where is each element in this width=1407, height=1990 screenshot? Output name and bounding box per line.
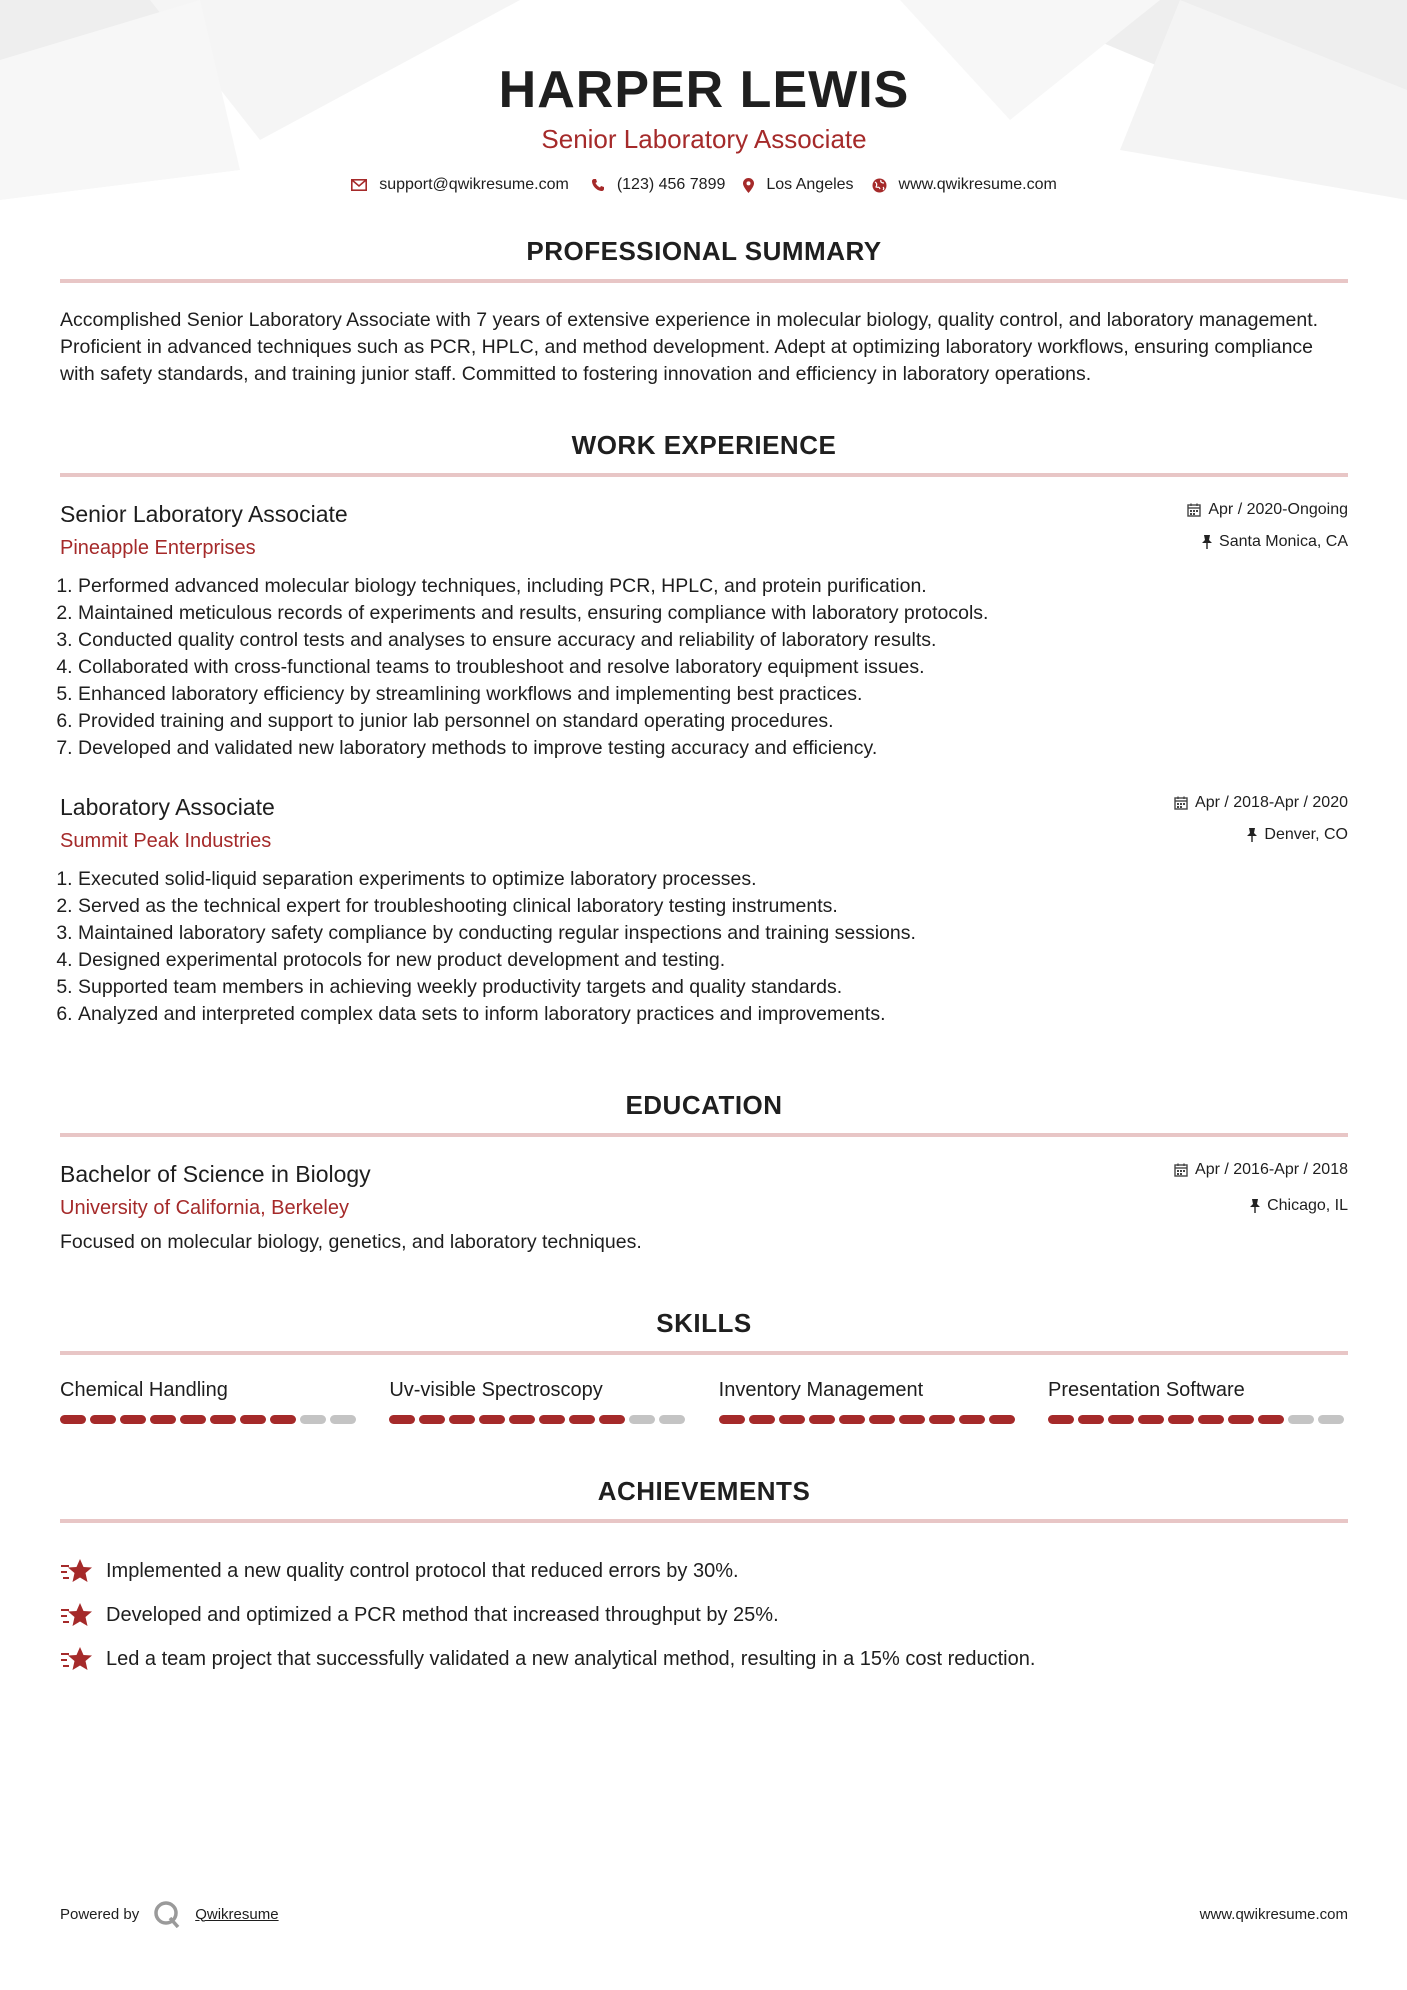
skill-item bbox=[60, 1377, 360, 1424]
job-dates: Apr / 2020-Ongoing bbox=[1208, 501, 1348, 518]
achievements-section bbox=[60, 1476, 1348, 1681]
candidate-name: HARPER LEWIS bbox=[498, 61, 910, 119]
job-duties bbox=[60, 573, 1348, 762]
skill-segment-filled bbox=[1138, 1415, 1164, 1424]
powered-by-label: Powered by bbox=[60, 1905, 140, 1923]
degree: Bachelor of Science in Biology bbox=[60, 1161, 371, 1187]
skill-segment-filled bbox=[1048, 1415, 1074, 1424]
skill-segment-filled bbox=[779, 1415, 805, 1424]
pushpin-icon bbox=[1250, 1199, 1260, 1213]
duty-item: 5. Supported team members in achieving weekly productivity targets and quality standards. bbox=[78, 974, 1348, 1001]
skill-name: Chemical Handling bbox=[60, 1379, 228, 1401]
education-entry bbox=[60, 1159, 1348, 1256]
skill-segment-empty bbox=[300, 1415, 326, 1424]
skill-segment-filled bbox=[959, 1415, 985, 1424]
skill-segment-filled bbox=[839, 1415, 865, 1424]
star-icon bbox=[60, 1645, 94, 1673]
skill-segment-filled bbox=[1258, 1415, 1284, 1424]
contact-location bbox=[743, 176, 853, 194]
skill-segment-filled bbox=[90, 1415, 116, 1424]
skill-segment-empty bbox=[1318, 1415, 1344, 1424]
skill-segment-filled bbox=[419, 1415, 445, 1424]
achievements-heading: ACHIEVEMENTS bbox=[60, 1476, 1348, 1523]
duty-item: 6. Analyzed and interpreted complex data sets to inform laboratory practices and improvements. bbox=[78, 1001, 1348, 1028]
skill-level-bar bbox=[389, 1415, 689, 1424]
summary-heading: PROFESSIONAL SUMMARY bbox=[60, 236, 1348, 283]
phone-text: (123) 456 7899 bbox=[616, 176, 726, 193]
achievement-item bbox=[60, 1637, 1348, 1681]
job-role: Senior Laboratory Associate bbox=[60, 501, 348, 527]
website-text: www.qwikresume.com bbox=[898, 176, 1057, 193]
skill-segment-filled bbox=[449, 1415, 475, 1424]
contact-bar bbox=[60, 176, 1348, 194]
skill-segment-filled bbox=[180, 1415, 206, 1424]
duty-item: 1. Executed solid-liquid separation experiments to optimize laboratory processes. bbox=[78, 866, 1348, 893]
skill-segment-filled bbox=[60, 1415, 86, 1424]
pushpin-icon bbox=[1247, 828, 1257, 842]
job-location: Denver, CO bbox=[1264, 826, 1348, 843]
contact-email[interactable] bbox=[351, 176, 569, 194]
skill-segment-filled bbox=[270, 1415, 296, 1424]
education-section bbox=[60, 1090, 1348, 1256]
contact-website[interactable] bbox=[872, 176, 1057, 194]
skill-segment-filled bbox=[1198, 1415, 1224, 1424]
skill-segment-empty bbox=[1288, 1415, 1314, 1424]
school: University of California, Berkeley bbox=[60, 1197, 349, 1219]
duty-item: 2. Maintained meticulous records of experiments and results, ensuring compliance with laboratory protocols. bbox=[78, 600, 1348, 627]
skill-segment-filled bbox=[989, 1415, 1015, 1424]
duty-item: 6. Provided training and support to junior lab personnel on standard operating procedures. bbox=[78, 708, 1348, 735]
globe-icon bbox=[872, 178, 887, 193]
skills-heading: SKILLS bbox=[60, 1308, 1348, 1355]
job-company: Summit Peak Industries bbox=[60, 830, 272, 852]
email-text: support@qwikresume.com bbox=[379, 176, 569, 193]
phone-icon bbox=[591, 178, 605, 192]
skill-segment-empty bbox=[330, 1415, 356, 1424]
achievement-text: Implemented a new quality control protocol that reduced errors by 30%. bbox=[106, 1559, 739, 1582]
achievement-text: Developed and optimized a PCR method that increased throughput by 25%. bbox=[106, 1603, 779, 1626]
footer-website[interactable]: www.qwikresume.com bbox=[1199, 1905, 1348, 1923]
duty-item: 1. Performed advanced molecular biology techniques, including PCR, HPLC, and protein purification. bbox=[78, 573, 1348, 600]
skill-segment-filled bbox=[1108, 1415, 1134, 1424]
skill-item bbox=[719, 1377, 1019, 1424]
skill-segment-filled bbox=[389, 1415, 415, 1424]
calendar-icon bbox=[1174, 796, 1188, 810]
skill-item bbox=[389, 1377, 689, 1424]
education-location: Chicago, IL bbox=[1267, 1197, 1348, 1214]
skill-segment-filled bbox=[479, 1415, 505, 1424]
resume-page bbox=[60, 0, 1348, 1681]
duty-item: 4. Designed experimental protocols for new product development and testing. bbox=[78, 947, 1348, 974]
skill-name: Presentation Software bbox=[1047, 1379, 1245, 1401]
calendar-icon bbox=[1187, 503, 1201, 517]
resume-header bbox=[60, 0, 1348, 194]
job-entry bbox=[60, 792, 1348, 1028]
skill-item bbox=[1048, 1377, 1348, 1424]
duty-item: 4. Collaborated with cross-functional teams to troubleshoot and resolve laboratory equipment issues. bbox=[78, 654, 1348, 681]
skill-segment-filled bbox=[749, 1415, 775, 1424]
page-footer bbox=[60, 1900, 1348, 1928]
skill-segment-filled bbox=[1168, 1415, 1194, 1424]
skill-segment-filled bbox=[210, 1415, 236, 1424]
skill-segment-empty bbox=[659, 1415, 685, 1424]
map-marker-icon bbox=[743, 178, 754, 193]
experience-section bbox=[60, 430, 1348, 1028]
skills-row bbox=[60, 1377, 1348, 1424]
skill-level-bar bbox=[60, 1415, 360, 1424]
skill-segment-filled bbox=[240, 1415, 266, 1424]
qwikresume-link[interactable]: Qwikresume bbox=[195, 1905, 279, 1923]
education-dates: Apr / 2016-Apr / 2018 bbox=[1195, 1161, 1348, 1178]
summary-text: Accomplished Senior Laboratory Associate with 7 years of extensive experience in molecular biology, quality control, and laboratory management. Proficient in advanced techniques such as PCR, HPLC, and method development. Adept at optimizing laboratory workflows, ensuring compliance with safety standards, and training junior staff. Committed to fostering innovation and efficiency in laboratory operations. bbox=[60, 309, 1319, 385]
achievement-text: Led a team project that successfully validated a new analytical method, resulting in a 15% cost reduction. bbox=[106, 1647, 1036, 1670]
experience-heading: WORK EXPERIENCE bbox=[60, 430, 1348, 477]
location-text: Los Angeles bbox=[766, 176, 854, 193]
achievement-item bbox=[60, 1549, 1348, 1593]
contact-phone[interactable] bbox=[591, 176, 726, 194]
job-dates: Apr / 2018-Apr / 2020 bbox=[1195, 794, 1348, 811]
skill-segment-empty bbox=[629, 1415, 655, 1424]
skill-segment-filled bbox=[120, 1415, 146, 1424]
job-entry bbox=[60, 499, 1348, 762]
duty-item: 5. Enhanced laboratory efficiency by streamlining workflows and implementing best practices. bbox=[78, 681, 1348, 708]
skill-segment-filled bbox=[899, 1415, 925, 1424]
duty-item: 7. Developed and validated new laboratory methods to improve testing accuracy and efficiency. bbox=[78, 735, 1348, 762]
skill-name: Inventory Management bbox=[718, 1379, 924, 1401]
education-description: Focused on molecular biology, genetics, and laboratory techniques. bbox=[60, 1231, 642, 1253]
skill-segment-filled bbox=[539, 1415, 565, 1424]
duty-item: 3. Maintained laboratory safety compliance by conducting regular inspections and training sessions. bbox=[78, 920, 1348, 947]
achievements-list bbox=[60, 1549, 1348, 1681]
summary-section bbox=[60, 236, 1348, 388]
education-heading: EDUCATION bbox=[60, 1090, 1348, 1137]
skill-segment-filled bbox=[869, 1415, 895, 1424]
star-icon bbox=[60, 1557, 94, 1585]
star-icon bbox=[60, 1601, 94, 1629]
calendar-icon bbox=[1174, 1163, 1188, 1177]
skill-segment-filled bbox=[1078, 1415, 1104, 1424]
job-role: Laboratory Associate bbox=[60, 794, 275, 820]
qwikresume-logo-icon bbox=[153, 1900, 181, 1928]
skill-segment-filled bbox=[509, 1415, 535, 1424]
skill-name: Uv-visible Spectroscopy bbox=[389, 1379, 603, 1401]
skill-segment-filled bbox=[719, 1415, 745, 1424]
achievement-item bbox=[60, 1593, 1348, 1637]
duty-item: 2. Served as the technical expert for troubleshooting clinical laboratory testing instruments. bbox=[78, 893, 1348, 920]
pushpin-icon bbox=[1202, 535, 1212, 549]
skill-segment-filled bbox=[1228, 1415, 1254, 1424]
envelope-icon bbox=[351, 179, 367, 191]
skill-segment-filled bbox=[929, 1415, 955, 1424]
skill-level-bar bbox=[1048, 1415, 1348, 1424]
job-location: Santa Monica, CA bbox=[1219, 533, 1348, 550]
skill-segment-filled bbox=[599, 1415, 625, 1424]
job-duties bbox=[60, 866, 1348, 1028]
skill-segment-filled bbox=[150, 1415, 176, 1424]
skill-segment-filled bbox=[809, 1415, 835, 1424]
skill-level-bar bbox=[719, 1415, 1019, 1424]
job-company: Pineapple Enterprises bbox=[60, 537, 256, 559]
skill-segment-filled bbox=[569, 1415, 595, 1424]
duty-item: 3. Conducted quality control tests and analyses to ensure accuracy and reliability of laboratory results. bbox=[78, 627, 1348, 654]
skills-section bbox=[60, 1308, 1348, 1424]
candidate-title: Senior Laboratory Associate bbox=[541, 124, 867, 154]
